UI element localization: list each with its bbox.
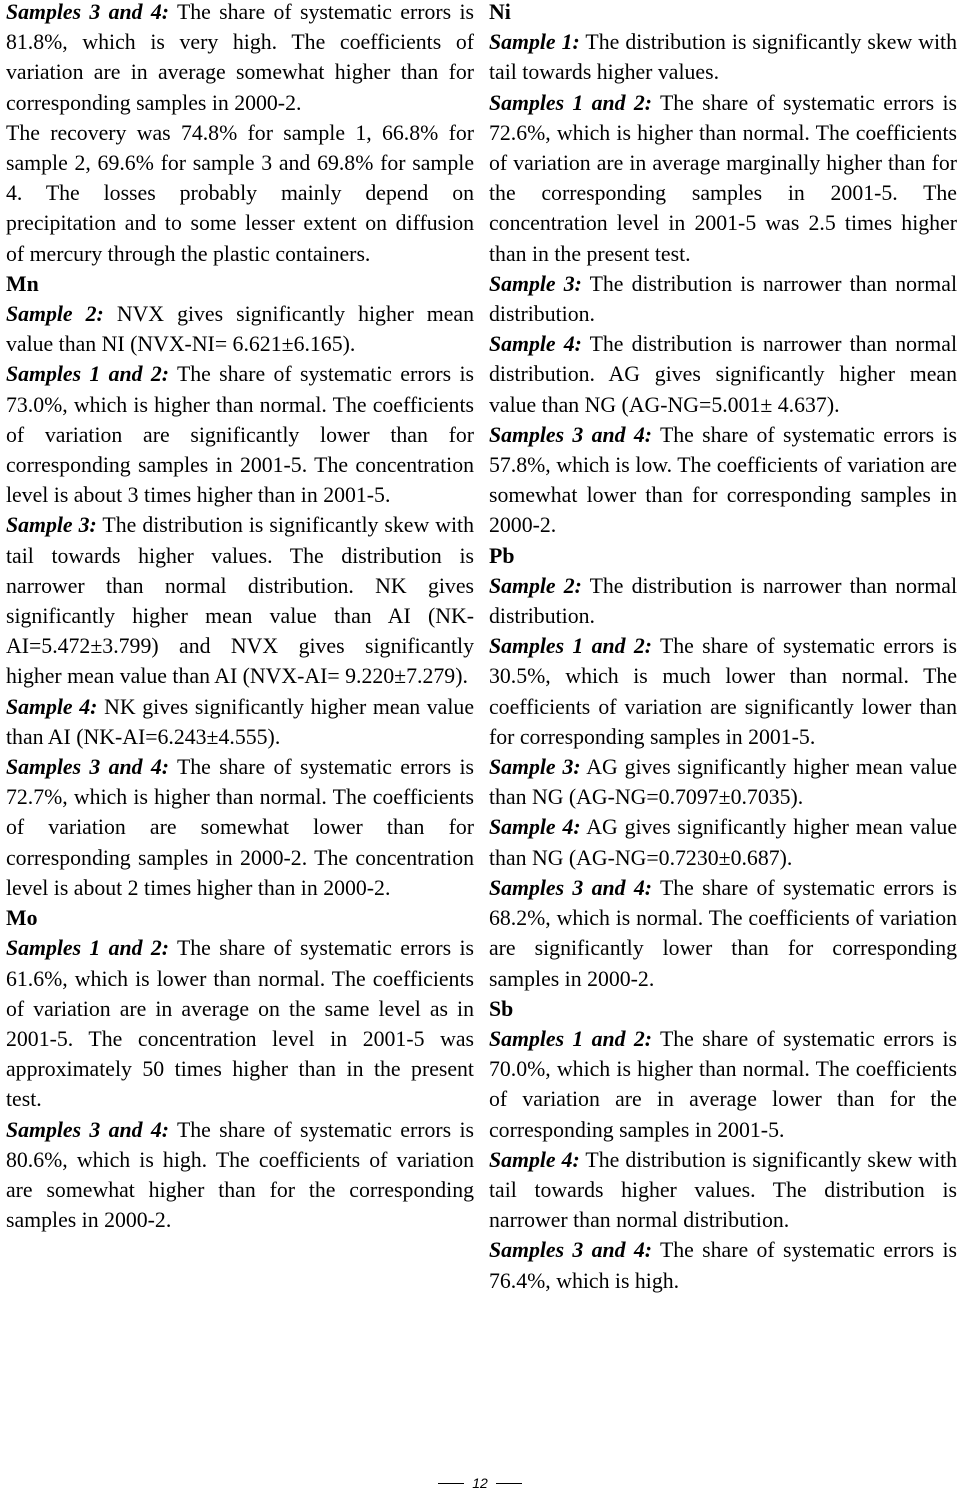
paragraph-text: The distribution is significantly skew with tail towards higher values. [489,30,957,85]
paragraph [6,510,474,691]
paragraph [6,933,474,1114]
sample-label: Samples 1 and 2: [489,90,653,115]
sample-label: Samples 1 and 2: [489,1026,653,1051]
paragraph-text: The share of systematic errors is 72.7%, which is higher than normal. The coefficients of variation are somewhat lower than for corresponding samples in 2000-2. The concentration level is about 2 times higher than in 2000-2. [6,755,474,900]
section-heading: Sb [489,996,514,1021]
paragraph-text: The share of systematic errors is 80.6%, which is high. The coefficients of variation are somewhat higher than for the corresponding samples in 2000-2. [6,1117,474,1233]
paragraph-text: The distribution is narrower than normal distribution. AG gives significantly higher mean value than NG (AG-NG=5.001± 4.637). [489,332,957,417]
sample-label: Sample 3: [489,755,581,780]
paragraph-text: The distribution is narrower than normal distribution. [489,573,957,629]
paragraph-text: The share of systematic errors is 73.0%, which is higher than normal. The coefficients of variation are significantly lower than for corresponding samples in 2001-5. The concentration level is about 3 times higher than in 2001-5. [6,362,474,508]
sample-label: Samples 3 and 4: [489,1238,653,1263]
paragraph [6,692,474,752]
paragraph-text: The share of systematic errors is 72.6%, which is higher than normal. The coefficients of variation are in average marginally higher than for the corresponding samples in 2001-5. The concentration level in 2001-5 was 2.5 times higher than in the present test. [489,90,957,266]
paragraph [489,873,957,994]
paragraph [6,299,474,359]
sample-label: Samples 3 and 4: [489,875,653,900]
sample-label: Sample 4: [489,815,581,840]
paragraph-text: The share of systematic errors is 70.0%, which is higher than normal. The coefficients of variation are in average lower than for the corresponding samples in 2001-5. [489,1026,957,1142]
paragraph-text: The share of systematic errors is 57.8%, which is low. The coefficients of variation are somewhat lower than for corresponding samples in 2000-2. [489,422,957,538]
sample-label: Sample 4: [6,694,98,719]
sample-label: Samples 3 and 4: [6,0,170,24]
paragraph-text: AG gives significantly higher mean value than NG (AG-NG=0.7230±0.687). [489,815,957,870]
paragraph [489,1235,957,1295]
paragraph [6,752,474,903]
right-column [489,0,957,1296]
sample-label: Sample 4: [489,332,582,357]
paragraph [489,420,957,541]
sample-label: Sample 3: [489,271,582,296]
paragraph-text: NVX gives significantly higher mean value than NI (NVX-NI= 6.621±6.165). [6,302,475,357]
paragraph [489,812,957,872]
section-heading: Ni [489,0,511,24]
sample-label: Sample 1: [489,30,580,55]
paragraph-text: NK gives significantly higher mean value than AI (NK-AI=6.243±4.555). [6,694,474,749]
paragraph [489,752,957,812]
paragraph-text: The share of systematic errors is 30.5%, which is much lower than normal. The coefficients of variation are significantly lower than for corresponding samples in 2001-5. [489,634,957,749]
paragraph [6,359,474,510]
paragraph-text: The distribution is significantly skew with tail towards higher values. The distribution is narrower than normal distribution. NK gives significantly higher mean value than AI (NK-AI=5.472±3.799) and NVX gives significantly higher mean value than AI (NVX-AI= 9.220±7.279). [6,513,474,689]
paragraph-text: The share of systematic errors is 61.6%, which is lower than normal. The coefficients of variation are in average on the same level as in 2001-5. The concentration level in 2001-5 was approximately 50 times higher than in the present test. [6,936,474,1112]
paragraph [489,27,957,87]
sample-label: Sample 2: [489,573,582,598]
paragraph-text: The share of systematic errors is 76.4%, which is high. [489,1238,957,1293]
sample-label: Samples 1 and 2: [6,362,170,387]
sample-label: Samples 3 and 4: [6,755,170,780]
sample-label: Samples 1 and 2: [6,936,170,961]
footer-dash-right [496,1483,522,1484]
sample-label: Sample 2: [6,302,104,327]
paragraph-text: The share of systematic errors is 81.8%, which is very high. The coefficients of variation are in average somewhat higher than for corresponding samples in 2000-2. [6,0,474,115]
paragraph [6,1115,474,1236]
page-footer [0,1472,960,1494]
footer-dash-left [438,1483,464,1484]
paragraph [6,118,474,269]
paragraph [489,1145,957,1236]
paragraph-text: The distribution is narrower than normal distribution. [489,271,957,327]
paragraph [489,269,957,329]
paragraph [489,571,957,631]
sample-label: Samples 3 and 4: [489,422,653,447]
paragraph-text: The share of systematic errors is 68.2%, which is normal. The coefficients of variation are significantly lower than for corresponding samples in 2000-2. [489,875,957,991]
paragraph [6,0,474,118]
paragraph [489,88,957,269]
page-number: 12 [472,1475,488,1491]
sample-label: Samples 3 and 4: [6,1117,170,1142]
paragraph-text: The recovery was 74.8% for sample 1, 66.8% for sample 2, 69.6% for sample 3 and 69.8% for sample 4. The losses probably mainly depend on precipitation and to some lesser extent on diffusion of mercury through the plastic containers. [6,120,474,266]
sample-label: Sample 3: [6,513,97,538]
section-heading: Pb [489,543,515,568]
paragraph [489,1024,957,1145]
section-heading: Mn [6,271,39,296]
paragraph-text: The distribution is significantly skew with tail towards higher values. The distribution is narrower than normal distribution. [489,1147,957,1233]
left-column [6,0,474,1235]
sample-label: Sample 4: [489,1147,580,1172]
paragraph [489,329,957,420]
paragraph [489,631,957,752]
section-heading: Mo [6,906,38,931]
sample-label: Samples 1 and 2: [489,634,653,659]
paragraph-text: AG gives significantly higher mean value than NG (AG-NG=0.7097±0.7035). [489,755,957,810]
